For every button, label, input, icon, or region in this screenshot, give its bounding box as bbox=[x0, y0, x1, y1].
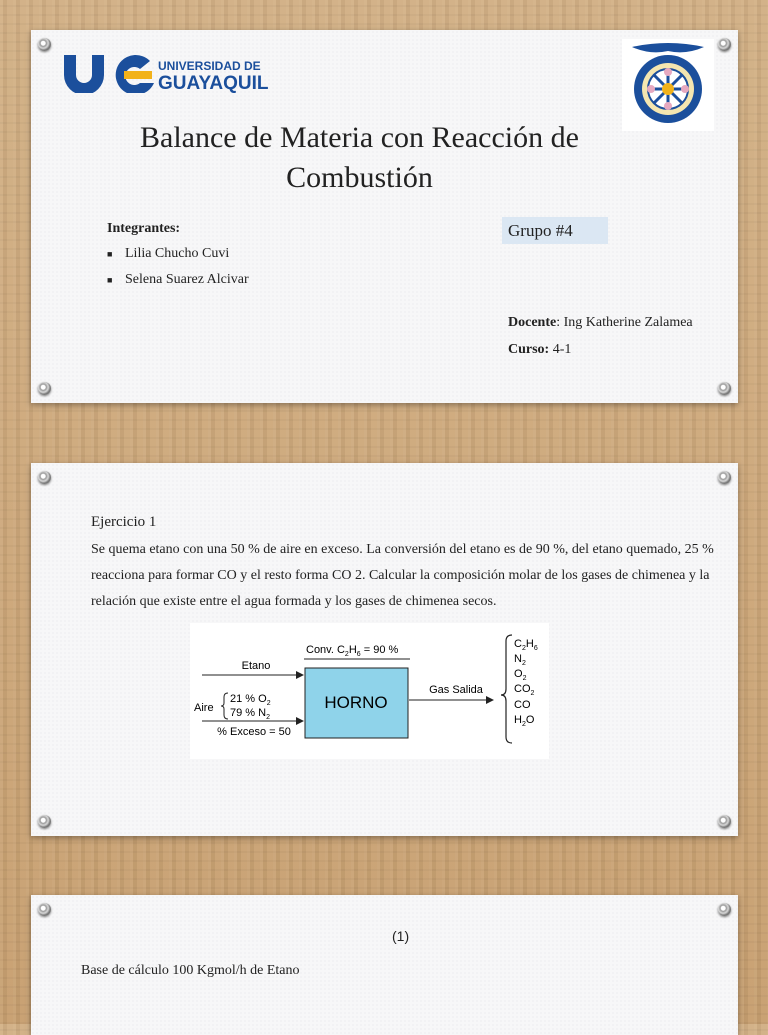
furnace-label: HORNO bbox=[324, 693, 388, 712]
members-label: Integrantes: bbox=[107, 221, 181, 236]
product-ethane: $C_2H_6$ bbox=[514, 638, 538, 652]
pushpin-icon bbox=[38, 382, 51, 395]
gas-outlet-label: Gas Salida bbox=[429, 684, 483, 696]
exercise-slide bbox=[31, 463, 738, 836]
logo-line2: GUAYAQUIL bbox=[158, 73, 269, 93]
oxygen-percent: 21 % $O_2$ bbox=[230, 693, 271, 707]
square-bullet-icon: ■ bbox=[107, 275, 113, 285]
list-item: ■ Lilia Chucho Cuvi bbox=[107, 241, 249, 267]
exercise-title: Ejercicio 1 bbox=[91, 514, 157, 530]
exercise-text: Se quema etano con una 50 % de aire en exceso. La conversión del etano es de 90 %, del etano quemado, 25 % reacciona para formar CO y el resto forma CO 2. Calcular la composición molar de los gases de chimenea y la relación que existe entre el agua formada y los gases de chimenea secos. bbox=[91, 542, 714, 609]
pushpin-icon bbox=[38, 471, 51, 484]
pushpin-icon bbox=[718, 382, 731, 395]
excess-label: % Exceso = 50 bbox=[217, 726, 291, 738]
presentation-title: Balance de Materia con Reacción de Combustión bbox=[140, 121, 579, 194]
university-logo bbox=[62, 51, 302, 93]
title-slide bbox=[31, 30, 738, 403]
calculation-slide bbox=[31, 895, 738, 1035]
product-co: CO bbox=[514, 699, 531, 711]
air-label: Aire bbox=[194, 702, 214, 714]
ethane-label: Etano bbox=[241, 660, 271, 672]
product-nitrogen: $N_2$ bbox=[514, 653, 526, 667]
logo-line1: UNIVERSIDAD DE bbox=[158, 59, 261, 73]
course-line: Curso: 4-1 bbox=[508, 342, 572, 357]
pushpin-icon bbox=[718, 815, 731, 828]
product-co2: $CO_2$ bbox=[514, 683, 535, 697]
pushpin-icon bbox=[38, 903, 51, 916]
list-item: ■ Selena Suarez Alcivar bbox=[107, 267, 249, 293]
teacher-line: Docente: Ing Katherine Zalamea bbox=[508, 315, 693, 330]
pushpin-icon bbox=[38, 815, 51, 828]
nitrogen-percent: 79 % $N_2$ bbox=[230, 707, 270, 721]
pushpin-icon bbox=[718, 471, 731, 484]
product-oxygen: $O_2$ bbox=[514, 668, 527, 682]
pushpin-icon bbox=[38, 38, 51, 51]
square-bullet-icon: ■ bbox=[107, 249, 113, 259]
product-water: $H_2O$ bbox=[514, 714, 535, 728]
group-label: Grupo #4 bbox=[502, 217, 608, 244]
pushpin-icon bbox=[718, 903, 731, 916]
pushpin-icon bbox=[718, 38, 731, 51]
equation-number: (1) bbox=[392, 928, 410, 944]
calculation-basis: Base de cálculo 100 Kgmol/h de Etano bbox=[81, 963, 300, 978]
process-diagram bbox=[190, 623, 549, 759]
conversion-label: Conv. $C_2H_6 = 90$ % bbox=[306, 644, 399, 658]
member-list bbox=[107, 241, 249, 293]
